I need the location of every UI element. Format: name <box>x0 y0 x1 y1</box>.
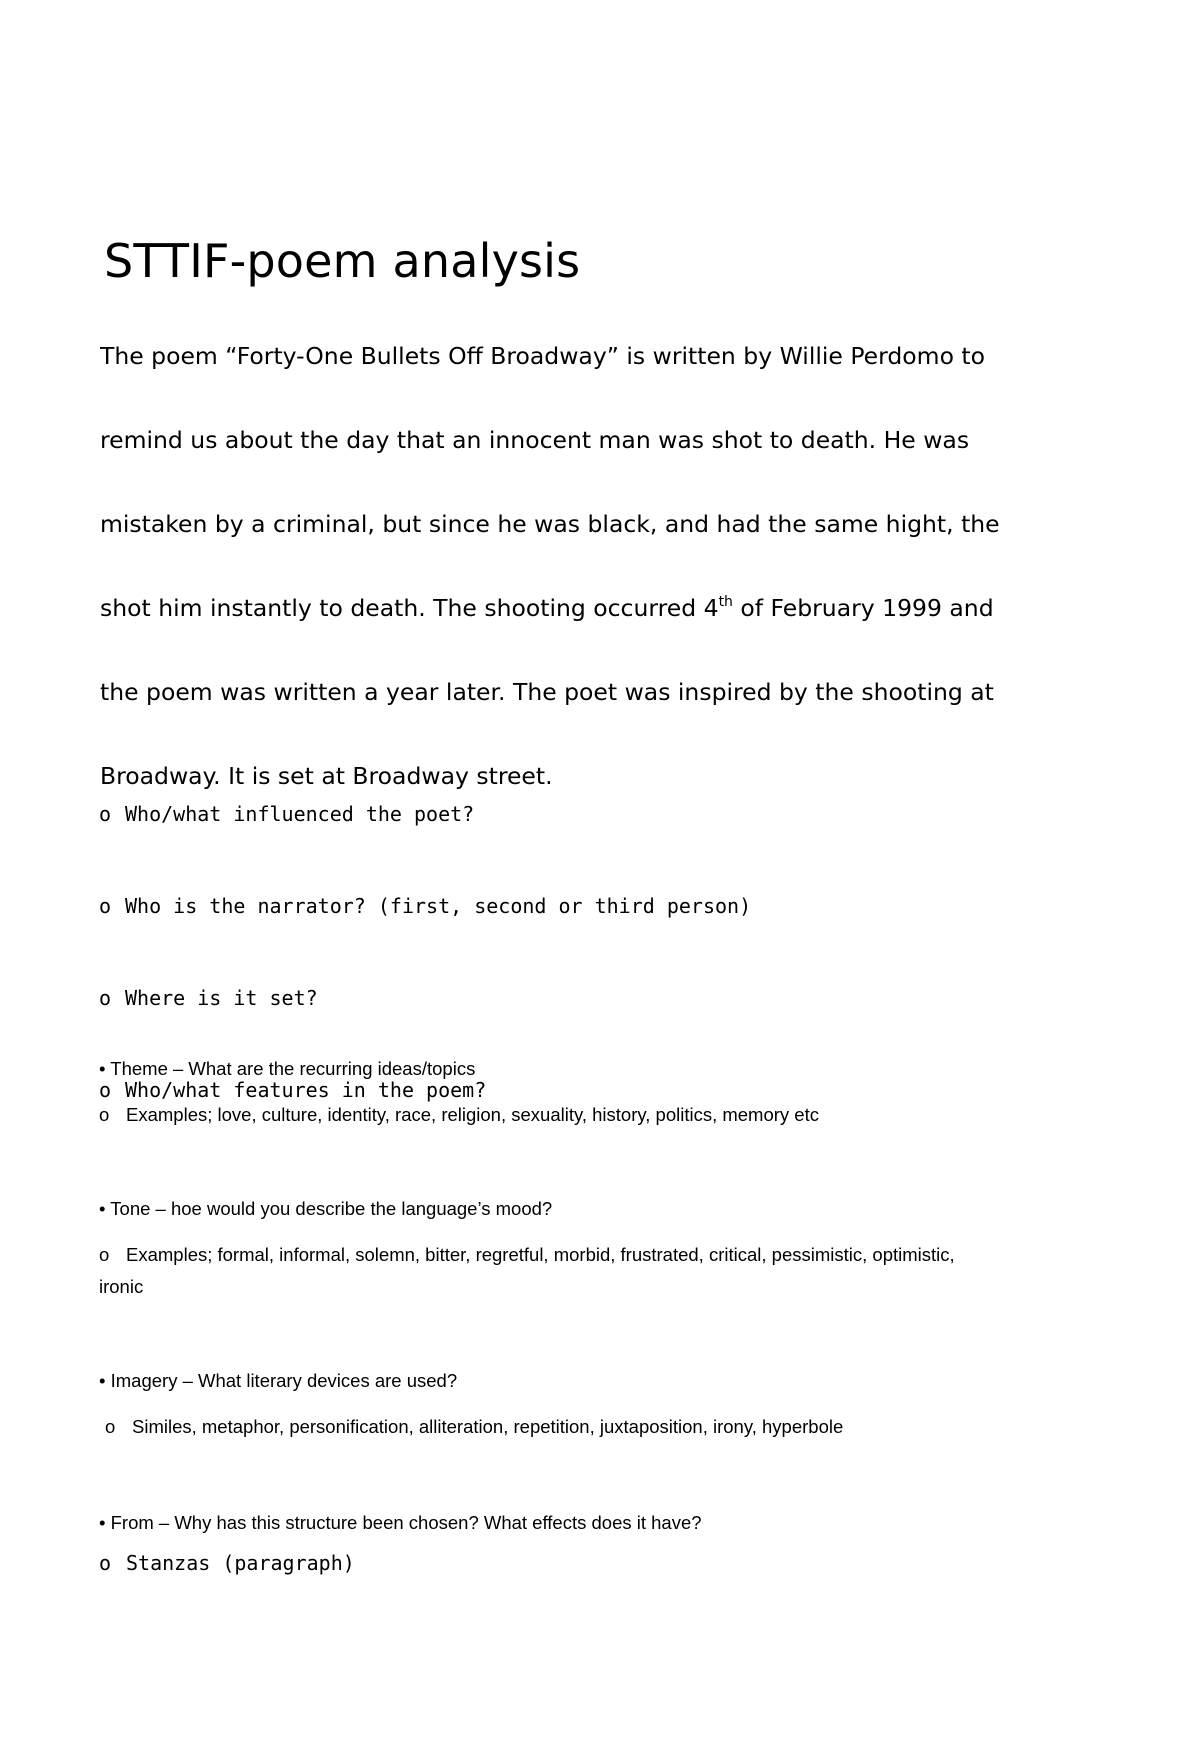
sub-bullet-marker: o <box>99 1104 110 1125</box>
intro-line-2: remind us about the day that an innocent man was shot to death. He was <box>100 426 970 454</box>
intro-line-6: Broadway. It is set at Broadway street. <box>100 762 553 790</box>
bullet-marker: o <box>99 1078 112 1102</box>
question-text: Where is it set? <box>125 986 318 1010</box>
sub-bullet-marker: o <box>99 1551 112 1575</box>
ordinal-suffix: th <box>718 594 733 610</box>
intro-line-4 <box>100 566 1100 650</box>
section-sub-item <box>99 1411 1099 1443</box>
sub-item-text: Examples; formal, informal, solemn, bitter, regretful, morbid, frustrated, critical, pessimistic, optimistic, ironic <box>99 1244 955 1297</box>
question-text: Who/what influenced the poet? <box>125 802 475 826</box>
intro-line-1: The poem “Forty-One Bullets Off Broadway” is written by Willie Perdomo to <box>100 342 986 370</box>
section-heading: • Theme – What are the recurring ideas/topics <box>99 1058 476 1079</box>
bullet-marker: o <box>99 986 112 1010</box>
sub-item-text: Similes, metaphor, personification, alliteration, repetition, juxtaposition, irony, hyperbole <box>132 1416 844 1437</box>
section-sub-item <box>99 1547 1099 1579</box>
section-sub-item <box>99 1239 999 1303</box>
intro-line-4-end: of February 1999 and <box>732 594 994 622</box>
intro-line-3: mistaken by a criminal, but since he was black, and had the same hight, the <box>100 510 1000 538</box>
list-item <box>99 792 1099 836</box>
question-text: Who/what features in the poem? <box>125 1078 487 1102</box>
list-item <box>99 976 1099 1020</box>
section-heading: • Imagery – What literary devices are used? <box>99 1370 458 1391</box>
sub-bullet-marker: o <box>99 1244 110 1265</box>
question-text: Who is the narrator? (first, second or third person) <box>125 894 752 918</box>
section-heading: • From – Why has this structure been chosen? What effects does it have? <box>99 1512 702 1533</box>
bullet-marker: o <box>99 802 112 826</box>
list-item <box>99 884 1099 928</box>
sub-item-text: Examples; love, culture, identity, race, religion, sexuality, history, politics, memory etc <box>126 1104 819 1125</box>
intro-paragraph <box>100 314 1100 818</box>
document-title: STTIF-poem analysis <box>104 234 581 288</box>
section-tone <box>99 1193 1099 1303</box>
section-imagery <box>99 1365 1099 1443</box>
sub-item-text: Stanzas (paragraph) <box>126 1551 355 1575</box>
section-theme <box>99 1053 1099 1131</box>
section-sub-item <box>99 1099 1099 1131</box>
bullet-marker: o <box>99 894 112 918</box>
section-form <box>99 1507 1099 1579</box>
intro-line-5: the poem was written a year later. The poet was inspired by the shooting at <box>100 678 994 706</box>
intro-line-4-start: shot him instantly to death. The shooting occurred 4 <box>100 594 719 622</box>
section-heading: • Tone – hoe would you describe the language’s mood? <box>99 1198 553 1219</box>
sub-bullet-marker: o <box>105 1416 116 1437</box>
